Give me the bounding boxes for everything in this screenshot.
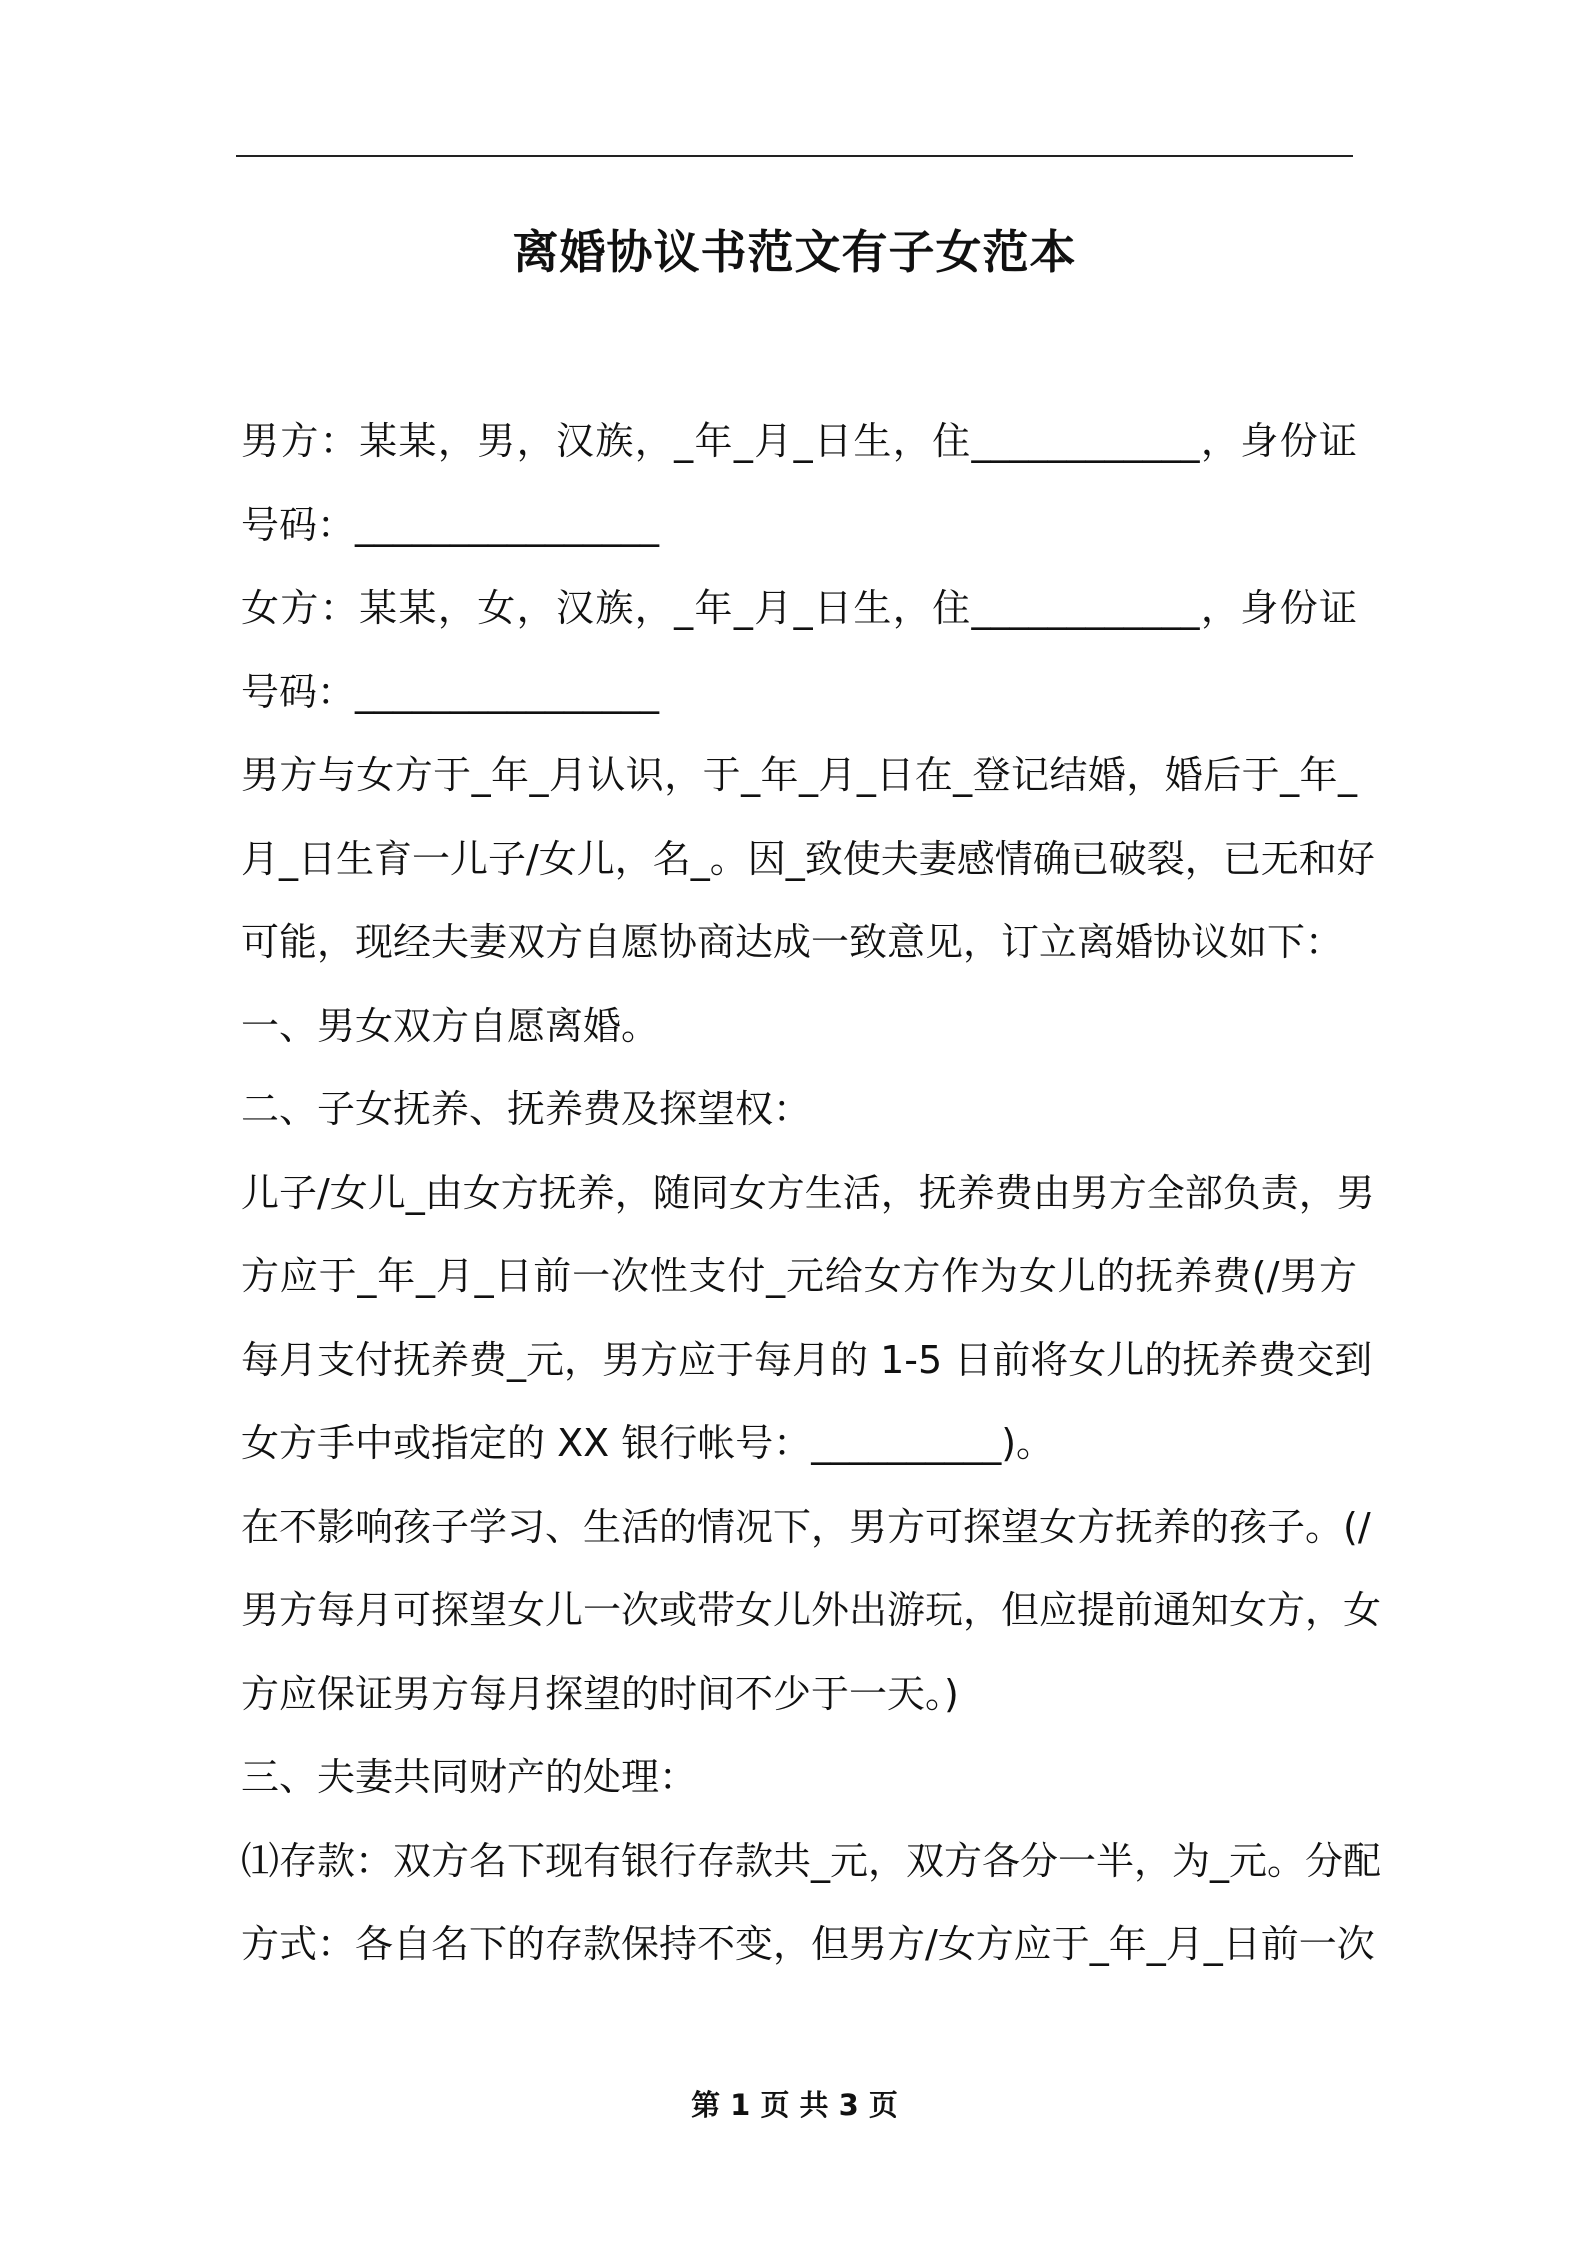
man-info-line-2: 号码：________________ (241, 502, 660, 547)
woman-info-line-2: 号码：________________ (241, 669, 660, 714)
custody-line-4: 女方手中或指定的 XX 银行帐号：__________)。 (241, 1421, 1055, 1465)
custody-line-3: 每月支付抚养费_元，男方应于每月的 1-5 日前将女儿的抚养费交到 (241, 1337, 1373, 1382)
section-1-heading: 一、男女双方自愿离婚。 (241, 1003, 660, 1048)
woman-info-line-1: 女方：某某，女，汉族，_年_月_日生，住____________，身份证 (241, 586, 1357, 630)
header-rule (236, 155, 1353, 157)
document-body (241, 400, 1382, 1987)
document-title: 离婚协议书范文有子女范本 (512, 225, 1077, 279)
custody-line-1: 儿子/女儿_由女方抚养，随同女方生活，抚养费由男方全部负责，男 (241, 1170, 1375, 1215)
section-2-heading: 二、子女抚养、抚养费及探望权： (241, 1087, 812, 1131)
savings-line-2: 方式：各自名下的存款保持不变，但男方/女方应于_年_月_日前一次 (241, 1922, 1375, 1966)
page-footer: 第 1 页 共 3 页 (691, 2088, 898, 2122)
visitation-line-2: 男方每月可探望女儿一次或带女儿外出游玩，但应提前通知女方，女 (241, 1588, 1382, 1632)
custody-line-2: 方应于_年_月_日前一次性支付_元给女方作为女儿的抚养费(/男方 (241, 1254, 1357, 1298)
savings-line-1: ⑴存款：双方名下现有银行存款共_元，双方各分一半，为_元。分配 (241, 1838, 1382, 1883)
preamble-line-3: 可能，现经夫妻双方自愿协商达成一致意见，订立离婚协议如下： (241, 920, 1344, 964)
section-3-heading: 三、夫妻共同财产的处理： (241, 1755, 698, 1799)
man-info-line-1: 男方：某某，男，汉族，_年_月_日生，住____________，身份证 (241, 419, 1357, 463)
visitation-line-1: 在不影响孩子学习、生活的情况下，男方可探望女方抚养的孩子。(/ (241, 1504, 1371, 1549)
preamble-line-2: 月_日生育一儿子/女儿，名_。因_致使夫妻感情确已破裂，已无和好 (241, 836, 1375, 881)
preamble-line-1: 男方与女方于_年_月认识，于_年_月_日在_登记结婚，婚后于_年_ (241, 753, 1357, 797)
visitation-line-3: 方应保证男方每月探望的时间不少于一天。) (241, 1671, 959, 1716)
